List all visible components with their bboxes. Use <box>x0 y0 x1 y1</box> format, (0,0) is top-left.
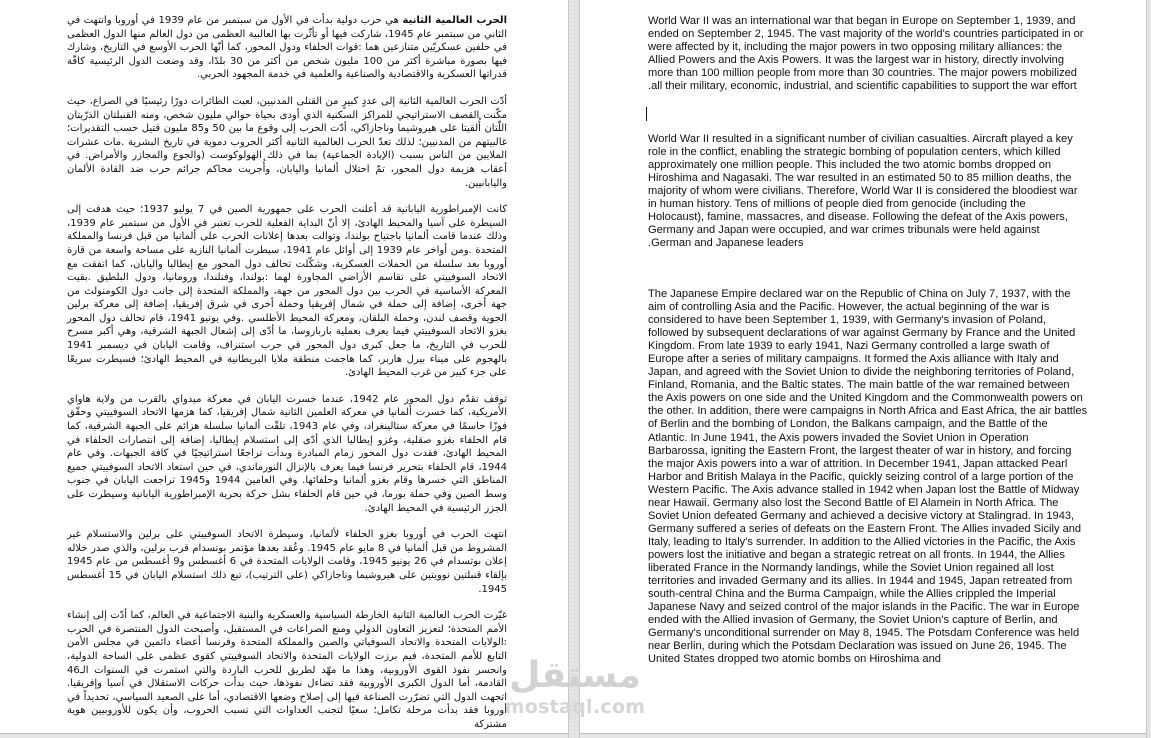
arabic-paragraph-6[interactable]: غيّرت الحرب العالمية الثانية الخارطة السياسية والعسكرية والبنية الاجتماعية في العالم، كما أدّت إلى إنشاء الأمم المتحدة؛ لتعزيز التعاون الدولي ومنع الصراعات في المستقبل، وأصبحت الدول المنتصرة في الحرب :الولايات المتحدة والاتحاد السوفياتي والصين والمملكة المتحدة وفرنسا أعضاء دائمين في مجلس الأمن التابع للأمم المتحدة، فيم برزت الولايات المتحدة والاتحاد السوفييتي كقوى عظمى على الساحة الدولية، وانحسر نفوذ القوى الأوروبية، وهذا ما مهّد لطريق للحرب الباردة والتي استمرت في السنوات الـ46 القادمة، أما الدول الكبرى الأوروبية فقد تضاءل نفوذها، حيث بدأت حركات الاستقلال في آسيا وإفريقيا. اتجهت الدول التي تضرّرت الصناعة فيها إلى إصلاح وضعها الاقتصادي، أما على الصعيد السياسي، تحديداً في أوروبا فقد بدأت مرحلة تكامل؛ سعيًا لتجنب العداوات التي تسبب الحروب، وأن يكون للأوروبيين هوية مشتركة <box>67 610 507 730</box>
text-cursor <box>646 107 647 121</box>
arabic-paragraph-text: هي حرب دولية بدأت في الأول من سبتمبر من عام 1939 في أوروبا وانتهت في الثاني من سبتمبر عام 1945، شاركت فيها أو تأثّرت بها العالبية العظمى من دول العالم منها الدول العظمى في حلفين عسكريّين متنازعين هما :قوات الحلفاء ودول المحور، كما أنّها الحرب الأوسع في التاريخ، وشارك فيها بصورة مباشرة أكثر من 100 مليون شخص من أكثر من 30 بلدًا، وقد وضعت الدول الرئيسية كافّة قدراتها العسكرية والاقتصادية والصناعية والعلمية في خدمة المجهود الحربي. <box>67 15 507 81</box>
arabic-paragraph-2[interactable]: أدّت الحرب العالمية الثانية إلى عددٍ كبيرٍ من القتلى المدنيين، لعبت الطائرات دورًا رئيسيًا في الصراع، حيث مكّنت القصف الاستراتيجي للمراكز السكنية الذي أودى بحياة حوالي مليون شخص، ومنه القنبلتان الذرّيتان اللّتان أُلقيتا على هيروشيما وناجازاكي، أدّت الحرب إلى وقوع ما بين 50 و85 مليون قتيل حسب التقديرات؛ غالبيتهم من المدنيين؛ لذلك تعدّ الحرب العالمية الثانية أكثر الحروب دموية في تاريخ البشرية .مات عشرات الملايين من الناس بسبب (الإبادة الجماعية) بما في ذلك الهولوكوست (والجوع والمجازر والأمراض. في أعقاب هزيمة دول المحور، تمّ احتلال ألمانيا واليابان، وأُجريت محاكم جرائم حرب ضد القادة الألمان واليابانيين. <box>67 95 507 189</box>
english-paragraph-2[interactable]: World War II resulted in a significant number of civilian casualties. Aircraft played a key role in the conflict, enabling the strategic bombing of population centers, which killed approximately one million people. This included the two atomic bombs dropped on Hiroshima and Nagasaki. The war resulted in an estimated 50 to 85 million deaths, the majority of whom were civilians. Therefore, World War II is considered the bloodiest war in human history. Tens of millions of people died from genocide (including the Holocaust), famine, massacres, and disease. Following the defeat of the Axis powers, Germany and Japan were occupied, and war crimes tribunals were held against .German and Japanese leaders <box>648 133 1078 250</box>
arabic-paragraph-5[interactable]: انتهت الحرب في أوروبا بغزو الحلفاء لألمانيا، وسيطرة الاتحاد السوفييتي على برلين والاستسلام غير المشروط من قبل ألمانيا في 8 مايو عام 1945. وعُقد بعدها مؤتمر بوتسدام قرب برلين، والذي صدر خلاله إعلان بوتسدام في 26 يونيو 1945، وقامت الولايات المتحدة في 6 أغسطس و9 أغسطس من عام 1945 بإلقاء قنبلتين نوويتين على هيروشيما وناجازاكي (على الترتيب)، تبع ذلك استسلام اليابان في 15 أغسطس 1945. <box>67 529 507 595</box>
arabic-paragraph-4[interactable]: توقف تقدّم دول المحور عام 1942، عندما خسرت اليابان في معركة ميدواي بالقرب من ولاية هاواي الأمريكية، كما خسرت ألمانيا في معركة العلمين الثانية شمال إفريقيا، كما هزمها الاتحاد السوفييتي وحقّق فوزًا حاسمًا في معركة ستالينغراد، وفي عام 1943، تلقّت ألمانيا سلسلة هزائم على الجبهة الشرقية، كما قام الحلفاء بغزو صقلية، وغزو إيطاليا الذي أدّى إلى استسلام إيطاليا، إضافة إلى انتصارات الحلفاء في المحيط الهادئ، فقدت دول المحور زمام المبادرة وبدأت تراجعًا استراتيجيًا في كافة الجبهات. وفي عام 1944، قام الحلفاء بتحرير فرنسا فيما يعرف بالإنزال النورماندي، في حين استعاد الاتحاد السوفييتي جميع المناطق التي خسرها وقام بغزو ألمانيا وحلفائها. وفي العامين 1944 و1945 تراجعت اليابان في جنوب وسط الصين وفي حملة بورما، في حين قام الحلفاء بشل حركة بحرية الإمبراطورية اليابانية وسيطرت على الجزر الرئيسية في المحيط الهادئ. <box>67 393 508 514</box>
watermark-arabic: مستقل <box>509 655 641 696</box>
window-right-edge <box>1146 0 1151 738</box>
english-document-page[interactable] <box>580 0 1146 734</box>
arabic-text-body[interactable] <box>67 14 507 738</box>
arabic-paragraph-3[interactable]: كانت الإمبراطورية اليابانية قد أعلنت الحرب على جمهورية الصين في 7 يوليو 1937؛ حيث هدفت إلى السيطرة على آسيا والمحيط الهادئ، إلا أنّ البداية الفعلية للحرب تعتبر في الأول من سبتمبر عام 1939، وذلك عندما قامت ألمانيا باجتياح بولندا، وتوالت بعدها إعلانات الحرب على ألمانيا من قبل فرنسا والمملكة المتحدة .ومن أواخر عام 1939 إلى أوائل عام 1941، سيطرت ألمانيا النازية على مساحة واسعة من قارة أوروبا بعد سلسلة من الحملات العسكرية، وشكّلت تحالف دول المحور مع إيطاليا واليابان، كما اتفقت مع الاتحاد السوفييتي على تقاسم الأراضي المجاورة لهما :بولندا، وفنلندا، ورومانيا، ودول البلطيق .بقيت المعركة الأساسية في الحرب بين دول المحور من جهة، والمملكة المتحدة إلى جانب دول الكومنولث من جهة أخرى، إضافة إلى حملة في شمال إفريقيا وحملة أخرى في شرق إفريقيا، إضافة إلى معركة برلين الجوية وقصف لندن، وحملة البلقان، ومعركة المحيط الأطلسي .وفي يونيو 1941، قام تحالف دول المحور بغزو الاتحاد السوفييتي فيما يعرف بعملية بارباروسا، ما أدّى إلى إشعال الجبهة الشرقية، وهي أكبر مسرح للحرب في التاريخ، ما جعل كبرى دول المحور في حرب استنزاف، وقامت اليابان في ديسمبر 1941 بالهجوم على ميناء بيرل هاربر، كما هاجمت منطقة ملايا البريطانية في المحيط الهادئ؛ فسيطرت سريعًا على جزء كبير من غرب المحيط الهادئ. <box>67 204 508 379</box>
watermark-latin: mostaql.com <box>504 696 646 718</box>
english-paragraph-3[interactable]: The Japanese Empire declared war on the Republic of China on July 7, 1937, with the aim of controlling Asia and the Pacific. However, the actual beginning of the war is considered to have been September 1, 1939, with Germany's invasion of Poland, followed by subsequent declarations of war against Germany by France and the United Kingdom. From late 1939 to early 1941, Nazi Germany controlled a large swath of Europe after a series of military campaigns. It formed the Axis alliance with Italy and Japan, and agreed with the Soviet Union to divide the neighboring territories of Poland, Finland, Romania, and the Baltic states. The main battle of the war remained between the Axis powers on one side and the United Kingdom and the Commonwealth powers on the other. In addition, there were campaigns in North Africa and East Africa, the air battles of Berlin and the bombing of London, the Balkans campaign, and the Battle of the Atlantic. In June 1941, the Axis powers invaded the Soviet Union in Operation Barbarossa, igniting the Eastern Front, the largest theater of war in history, and forcing the major Axis powers into a war of attrition. In December 1941, Japan attacked Pearl Harbor and British Malaya in the Pacific, quickly seizing control of a large portion of the Western Pacific. The Axis advance stalled in 1942 when Japan lost the Battle of Midway near Hawaii. Germany also lost the Second Battle of El Alamein in North Africa. The Soviet Union defeated Germany and achieved a decisive victory at Stalingrad. In 1943, Germany suffered a series of defeats on the Eastern Front. The Allies invaded Sicily and Italy, leading to Italy's surrender. In addition to the Allied victories in the Pacific, the Axis powers lost the initiative and began a strategic retreat on all fronts. In 1944, the Allies liberated France in the Normandy landings, while the Soviet Union regained all lost territories and invaded Germany and its allies. In 1944 and 1945, Japan retreated from south-central China and the Burma Campaign, while the Allies crippled the Imperial Japanese Navy and seized control of the major islands in the Pacific. The war in Europe ended with the Allied invasion of Germany, the Soviet Union's capture of Berlin, and Germany's unconditional surrender on May 8, 1945. The Potsdam Conference was held near Berlin, during which the Potsdam Declaration was issued on June 26, 1945. The United States dropped two atomic bombs on Hiroshima and <box>648 288 1088 666</box>
arabic-paragraph-1[interactable] <box>67 14 507 82</box>
arabic-lead-term: الحرب العالمية الثانية <box>402 15 507 26</box>
page-gutter <box>568 0 580 738</box>
english-paragraph-1[interactable]: World War II was an international war that began in Europe on September 1, 1939, and ended on September 2, 1945. The vast majority of the world's countries participated in or were affected by it, including the major powers in two opposing military alliances: the Allied Powers and the Axis Powers. It was the largest war in history, directly involving more than 100 million people from more than 30 countries. The major powers mobilized .all their military, economic, industrial, and scientific capabilities to support the war effort <box>648 15 1084 93</box>
english-text-body[interactable] <box>648 15 1084 93</box>
arabic-document-page[interactable] <box>0 0 568 734</box>
